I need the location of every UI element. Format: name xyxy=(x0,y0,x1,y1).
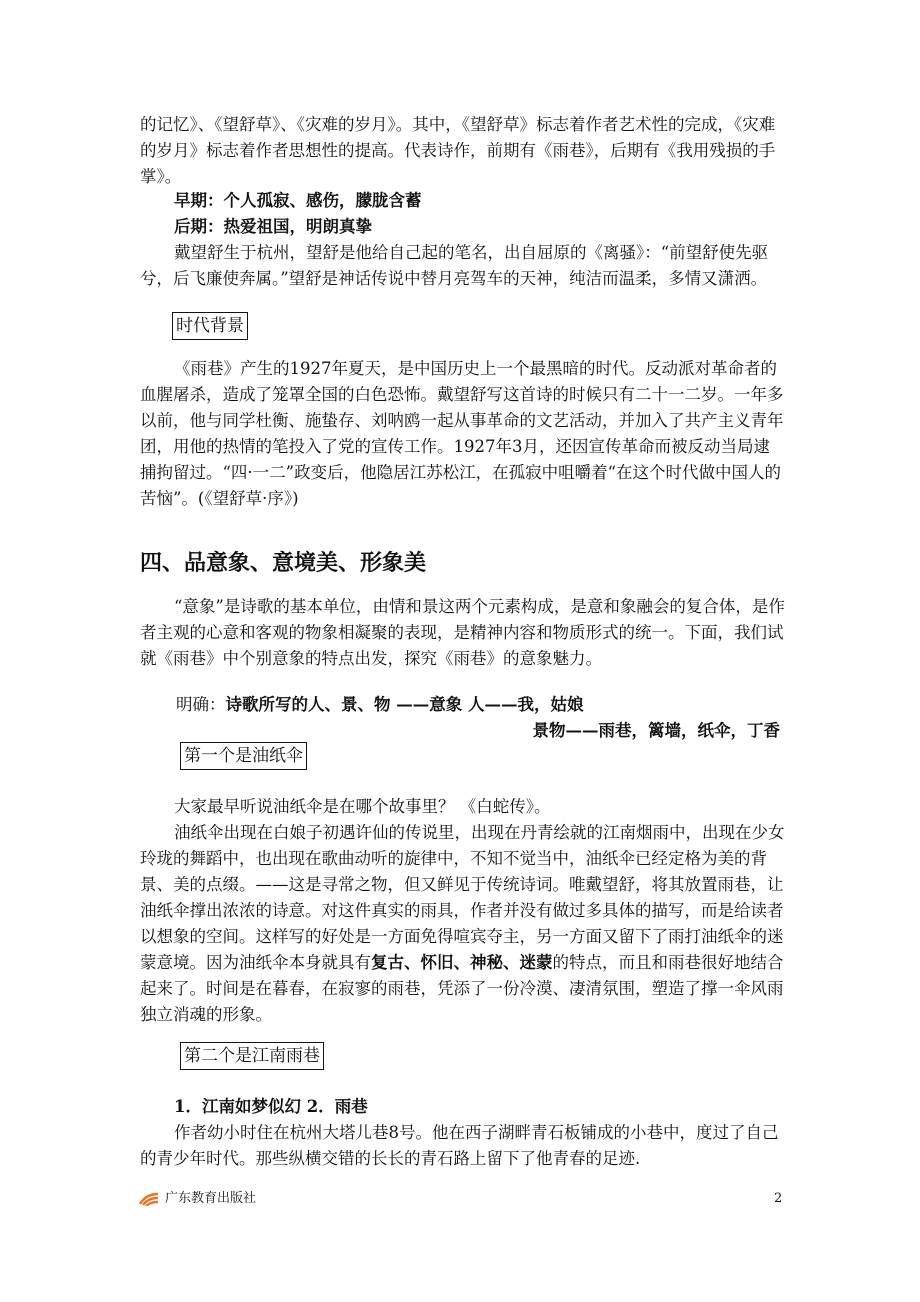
late-period-summary: 后期：热爱祖国，明朗真挚 xyxy=(174,217,372,236)
background-paragraph: 《雨巷》产生的1927年夏天，是中国历史上一个最黑暗的时代。反动派对革命者的血腥屠杀，造成了笼罩全国的白色恐怖。戴望舒写这首诗的时候只有二十一二岁。一年多以前，他与同学杜衡、施蛰存、刘呐鸥一起从事革命的文艺活动，并加入了共产主义青年团，用他的热情的笔投入了党的宣传工作。1927年3月，还因宣传革命而被反动当局逮捕拘留过。“四·一二”政变后，他隐居江苏松江，在孤寂中咀嚼着“在这个时代做中国人的苦恼”。(《望舒草·序》) xyxy=(140,359,784,508)
section-label-alley: 第二个是江南雨巷 xyxy=(180,1042,324,1070)
section-label-background: 时代背景 xyxy=(172,312,248,340)
alley-points: 1．江南如梦似幻 2．雨巷 xyxy=(174,1097,368,1116)
section-heading: 四、品意象、意境美、形象美 xyxy=(140,550,427,576)
alley-paragraph: 作者幼小时住在杭州大塔儿巷8号。他在西子湖畔青石板铺成的小巷中，度过了自己的青少年时代。那些纵横交错的长长的青石路上留下了他青春的足迹. xyxy=(140,1123,779,1168)
umbrella-question: 大家最早听说油纸伞是在哪个故事里？ 《白蛇传》。 xyxy=(174,797,551,816)
early-period-summary: 早期：个人孤寂、感伤，朦胧含蓄 xyxy=(174,191,422,210)
page-number: 2 xyxy=(774,1191,783,1206)
clarification-line xyxy=(176,692,785,718)
umbrella-traits: 复古、怀旧、神秘、迷蒙 xyxy=(371,953,553,972)
footer-publisher: 广东教育出版社 xyxy=(165,1191,257,1206)
umbrella-paragraph xyxy=(140,820,785,1028)
imagery-intro-paragraph: “意象”是诗歌的基本单位，由情和景这两个元素构成，是意和象融会的复合体，是作者主观的心意和客观的物象相凝聚的表现，是精神内容和物质形式的统一。下面，我们试就《雨巷》中个别意象的特点出发，探究《雨巷》的意象魅力。 xyxy=(140,597,785,668)
name-origin-paragraph: 戴望舒生于杭州，望舒是他给自己起的笔名，出自屈原的《离骚》：“前望舒使先驱兮，后飞廉使奔属。”望舒是神话传说中替月亮驾车的天神，纯洁而温柔，多情又潇洒。 xyxy=(140,243,769,288)
section-label-umbrella: 第一个是油纸伞 xyxy=(180,742,307,770)
umbrella-paragraph-part2: 的特点，而且和雨巷很好地结合起来了。时间是在暮春，在寂寥的雨巷，凭添了一份冷漠、凄清氛围，塑造了撑一伞风雨独立消魂的形象。 xyxy=(140,953,784,1024)
clarification-prefix: 明确： xyxy=(176,695,226,714)
clarification-scenery: 景物——雨巷，篱墙，纸伞，丁香 xyxy=(532,721,780,740)
intro-paragraph: 的记忆》、《望舒草》、《灾难的岁月》。其中，《望舒草》标志着作者艺术性的完成，《灾难的岁月》标志着作者思想性的提高。代表诗作，前期有《雨巷》，后期有《我用残损的手掌》。 xyxy=(140,115,776,186)
umbrella-paragraph-part1: 油纸伞出现在白娘子初遇许仙的传说里，出现在丹青绘就的江南烟雨中，出现在少女玲珑的舞蹈中，也出现在歌曲动听的旋律中，不知不觉当中，油纸伞已经定格为美的背景、美的点缀。——这是寻常之物，但又鲜见于传统诗词。唯戴望舒，将其放置雨巷，让油纸伞撑出浓浓的诗意。对这件真实的雨具，作者并没有做过多具体的描写，而是给读者以想象的空间。这样写的好处是一方面免得喧宾夺主，另一方面又留下了雨打油纸伞的迷蒙意境。因为油纸伞本身就具有 xyxy=(140,823,785,972)
clarification-imagery: 诗歌所写的人、景、物 ——意象 人——我，姑娘 xyxy=(225,695,584,714)
publisher-logo-icon xyxy=(138,1192,160,1206)
